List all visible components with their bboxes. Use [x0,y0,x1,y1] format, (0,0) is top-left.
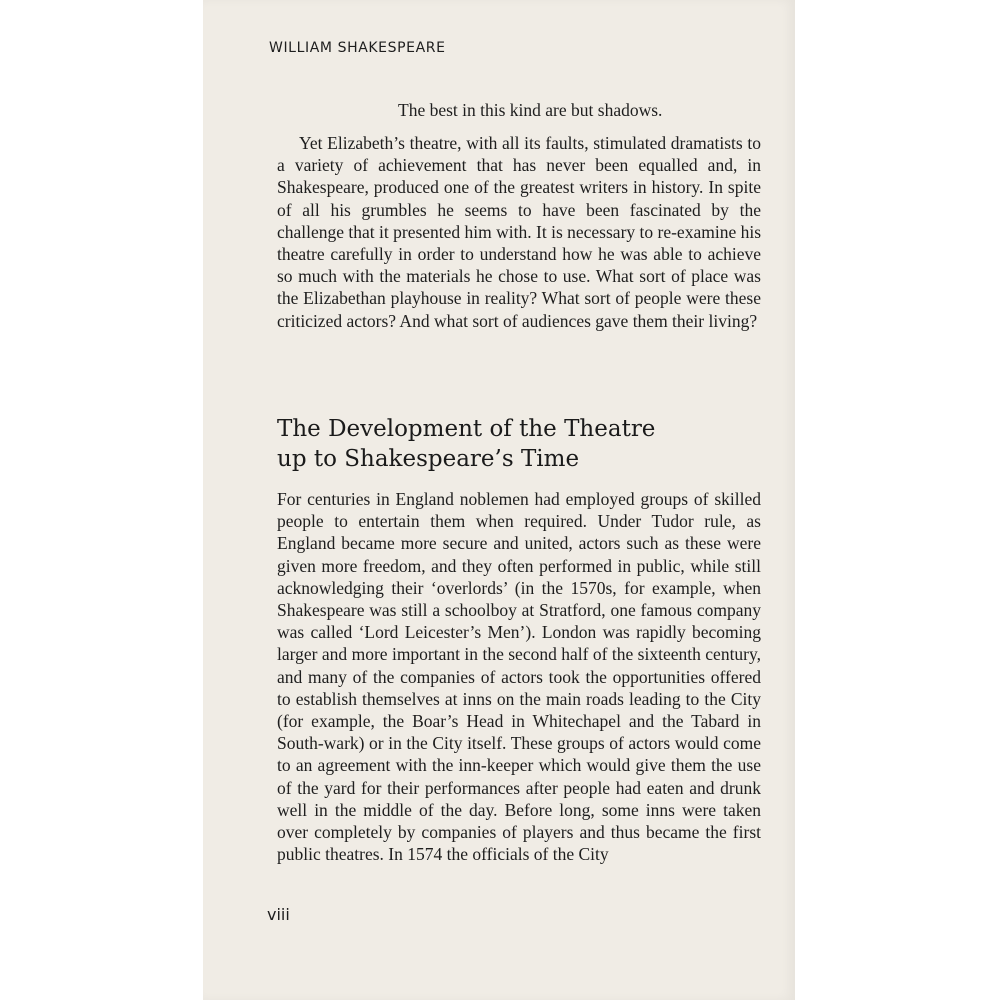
book-page [203,0,795,1000]
section-heading [277,414,737,474]
page-number: viii [267,905,290,924]
body-paragraph-1: Yet Elizabeth’s theatre, with all its faults, stimulated dramatists to a variety of achievement that has never been equalled and, in Shakespeare, produced one of the greatest writers in history. In spite of all his grumbles he seems to have been fascinated by the challenge that it presented him with. It is necessary to re-examine his theatre carefully in order to understand how he was able to achieve so much with the materials he chose to use. What sort of place was the Elizabethan playhouse in reality? What sort of people were these criticized actors? And what sort of audiences gave them their living? [277,133,762,331]
epigraph-quote: The best in this kind are but shadows. [398,100,663,120]
section-heading-line-2: up to Shakespeare’s Time [277,446,580,472]
section-heading-line-1: The Development of the Theatre [277,416,656,442]
body-paragraph-2: For centuries in England noblemen had employed groups of skilled people to entertain them when required. Under Tudor rule, as England became more secure and united, actors such as these were given more freedom, and they often performed in public, while still acknowledging their ‘overlords’ (in the 1570s, for example, when Shakespeare was still a schoolboy at Stratford, one famous company was called ‘Lord Leicester’s Men’). London was rapidly becoming larger and more important in the second half of the sixteenth century, and many of the companies of actors took the opportunities offered to establish themselves at inns on the main roads leading to the City (for example, the Boar’s Head in Whitechapel and the Tabard in South-wark) or in the City itself. These groups of actors would come to an agreement with the inn-keeper which would give them the use of the yard for their performances after people had eaten and drunk well in the middle of the day. Before long, some inns were taken over completely by companies of players and thus became the first public theatres. In 1574 the officials of the City [277,489,761,865]
running-header: WILLIAM SHAKESPEARE [269,40,446,56]
